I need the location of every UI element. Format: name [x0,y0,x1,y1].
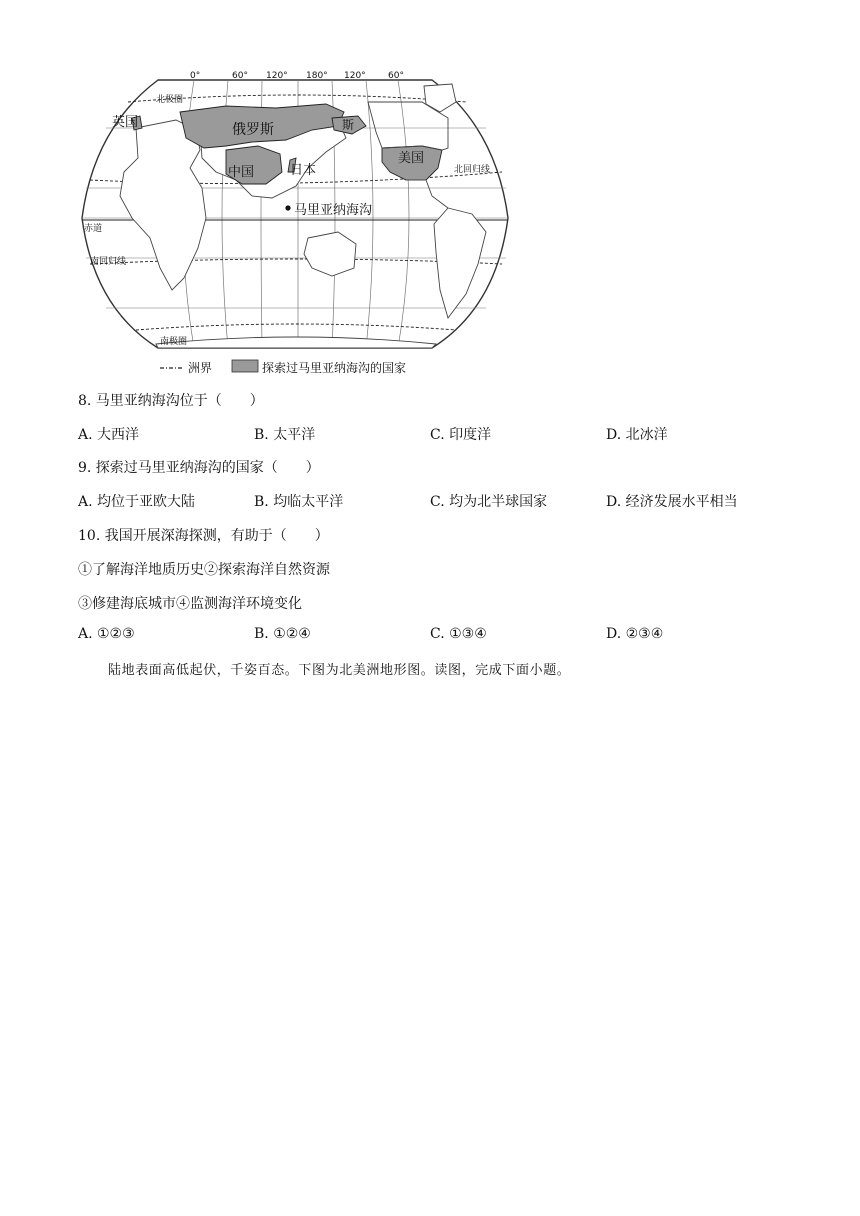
q10-option-b[interactable]: B. ①②④ [254,626,311,642]
usa-label: 美国 [398,151,425,166]
lon-label-120w: 120° [344,71,366,81]
q10-option-c[interactable]: C. ①③④ [430,626,487,642]
q10-option-a[interactable]: A. ①②③ [78,626,135,642]
world-map-figure [76,68,516,380]
q8-stem: 8. 马里亚纳海沟位于（ ） [78,393,264,409]
legend-boundary-label: 洲界 [188,361,213,375]
q10-stem: 10. 我国开展深海探测，有助于（ ） [78,528,329,544]
equator-label: 赤道 [84,224,103,234]
legend-explorers-label: 探索过马里亚纳海沟的国家 [262,361,407,375]
lon-label-0: 0° [190,71,201,81]
q8-option-a[interactable]: A. 大西洋 [78,427,140,443]
mariana-trench-dot [285,205,290,210]
q9-stem: 9. 探索过马里亚纳海沟的国家（ ） [78,460,320,476]
tropic-capricorn-label: 南回归线 [90,257,127,267]
map-legend [160,360,406,375]
lon-label-180: 180° [306,71,328,81]
tropic-cancer-label: 北回归线 [454,165,491,175]
lon-label-60w: 60° [388,71,404,81]
japan-label: 日本 [290,163,317,178]
q10-statement-line-2: ③修建海底城市④监测海洋环境变化 [78,596,302,612]
world-map [76,68,516,380]
q9-option-b[interactable]: B. 均临太平洋 [254,494,344,510]
q10-option-d[interactable]: D. ②③④ [606,626,664,642]
lon-label-120: 120° [266,71,288,81]
q9-option-d[interactable]: D. 经济发展水平相当 [606,494,738,510]
next-section-intro: 陆地表面高低起伏，千姿百态。下图为北美洲地形图。读图，完成下面小题。 [108,663,571,678]
uk-label: 英国 [112,115,139,130]
q8-option-c[interactable]: C. 印度洋 [430,427,492,443]
q8-option-d[interactable]: D. 北冰洋 [606,427,668,443]
russia-east-label: 斯 [342,118,355,132]
arctic-circle-label: 北极圈 [156,95,184,105]
q9-option-c[interactable]: C. 均为北半球国家 [430,494,548,510]
q9-option-a[interactable]: A. 均位于亚欧大陆 [78,494,196,510]
mariana-trench-label: 马里亚纳海沟 [294,203,373,218]
legend-swatch [232,360,258,372]
russia-label: 俄罗斯 [232,122,274,138]
china-label: 中国 [228,165,255,180]
antarctic-circle-label: 南极圈 [160,337,188,347]
q8-option-b[interactable]: B. 太平洋 [254,427,316,443]
q10-statement-line-1: ①了解海洋地质历史②探索海洋自然资源 [78,562,330,578]
lon-label-60: 60° [232,71,248,81]
